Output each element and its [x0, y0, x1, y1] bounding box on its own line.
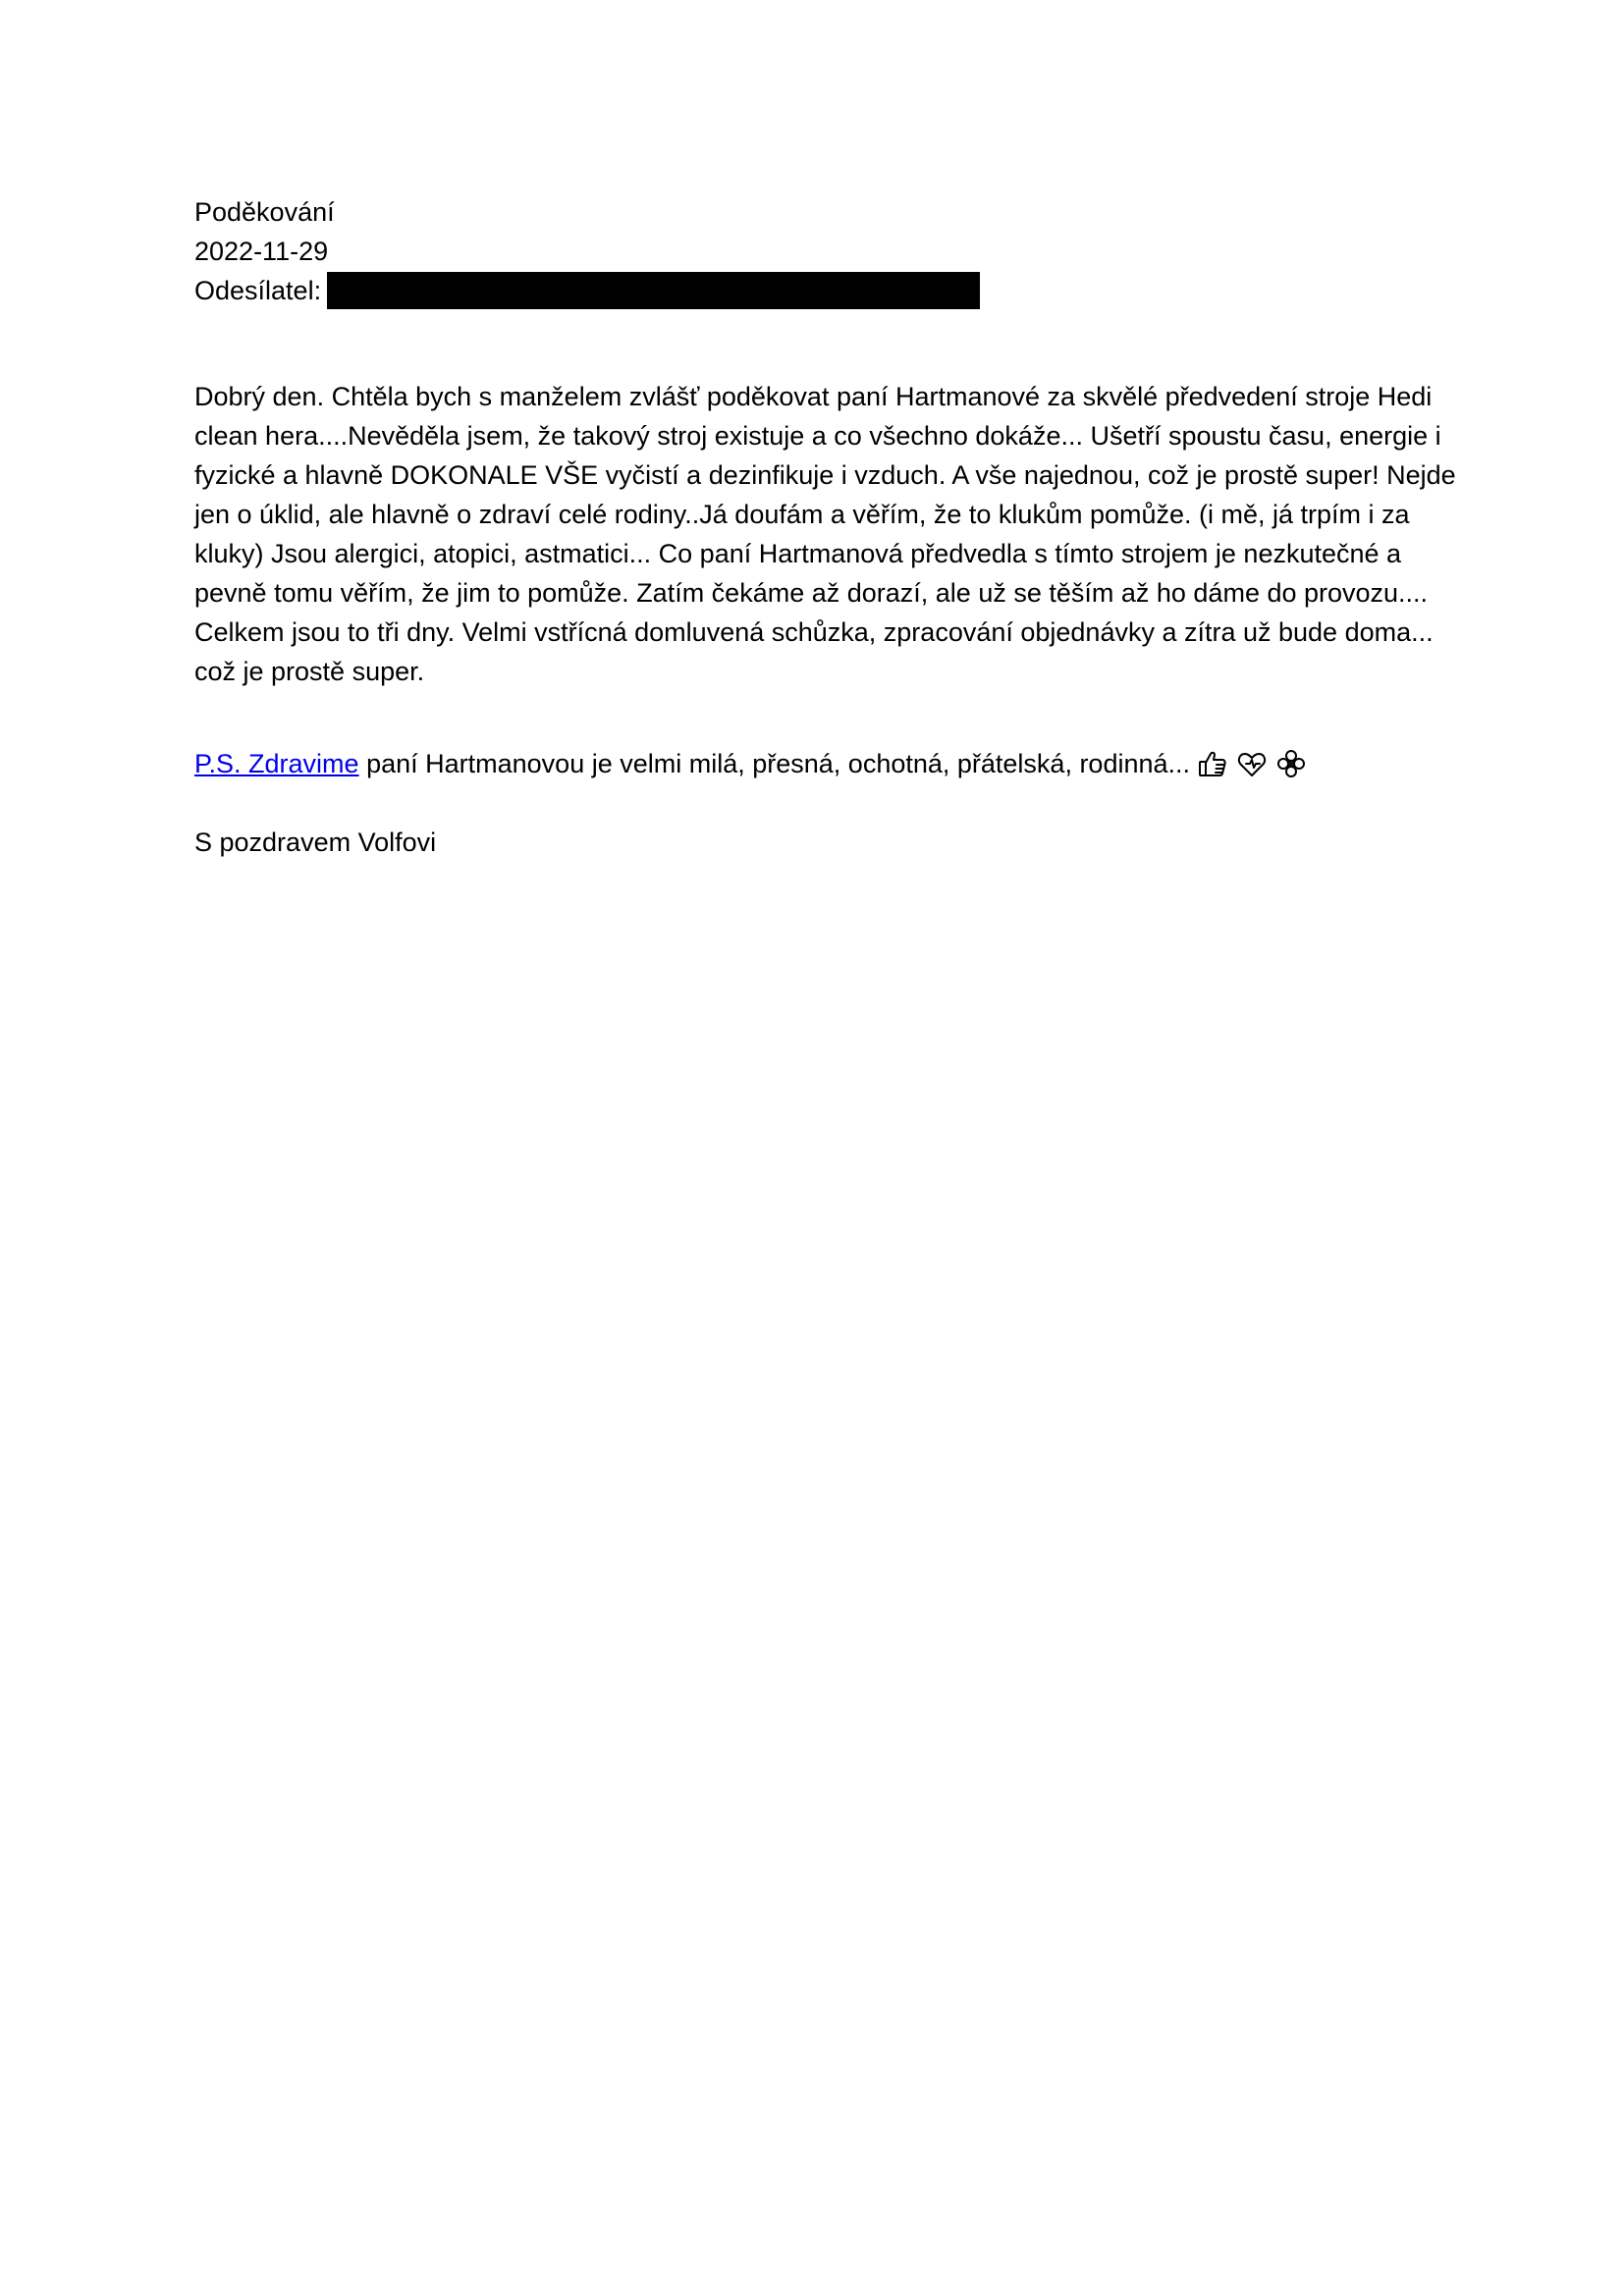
postscript-line	[194, 744, 1461, 783]
letter-subject: Poděkování	[194, 197, 335, 227]
letter-body: Dobrý den. Chtěla bych s manželem zvlášť poděkovat paní Hartmanové za skvělé předvedení stroje Hedi clean hera....Nevěděla jsem, že takový stroj existuje a co všechno dokáže... Ušetří spoustu času, energie i fyzické a hlavně DOKONALE VŠE vyčistí a dezinfikuje i vzduch. A vše najednou, což je prostě super! Nejde jen o úklid, ale hlavně o zdraví celé rodiny..Já doufám a věřím, že to klukům pomůže. (i mě, já trpím i za kluky) Jsou alergici, atopici, astmatici... Co paní Hartmanová předvedla s tímto strojem je nezkutečné a pevně tomu věřím, že jim to pomůže. Zatím čekáme až dorazí, ale už se těším až ho dáme do provozu.... Celkem jsou to tři dny. Velmi vstřícná domluvená schůzka, zpracování objednávky a zítra už bude doma... což je prostě super.	[194, 382, 1456, 686]
clover-icon	[1274, 747, 1308, 780]
heart-icon	[1235, 747, 1269, 780]
sender-label: Odesílatel:	[194, 276, 322, 305]
letter-date: 2022-11-29	[194, 237, 329, 266]
letter-closing: S pozdravem Volfovi	[194, 828, 437, 857]
postscript-text: paní Hartmanovou je velmi milá, přesná, ochotná, přátelská, rodinná...	[358, 749, 1191, 778]
sender-redaction	[327, 272, 980, 309]
thumbs-up-icon	[1196, 747, 1229, 780]
letter-page	[194, 192, 1461, 862]
sender-line	[194, 271, 1461, 310]
postscript-link[interactable]: P.S. Zdravime	[194, 749, 359, 778]
